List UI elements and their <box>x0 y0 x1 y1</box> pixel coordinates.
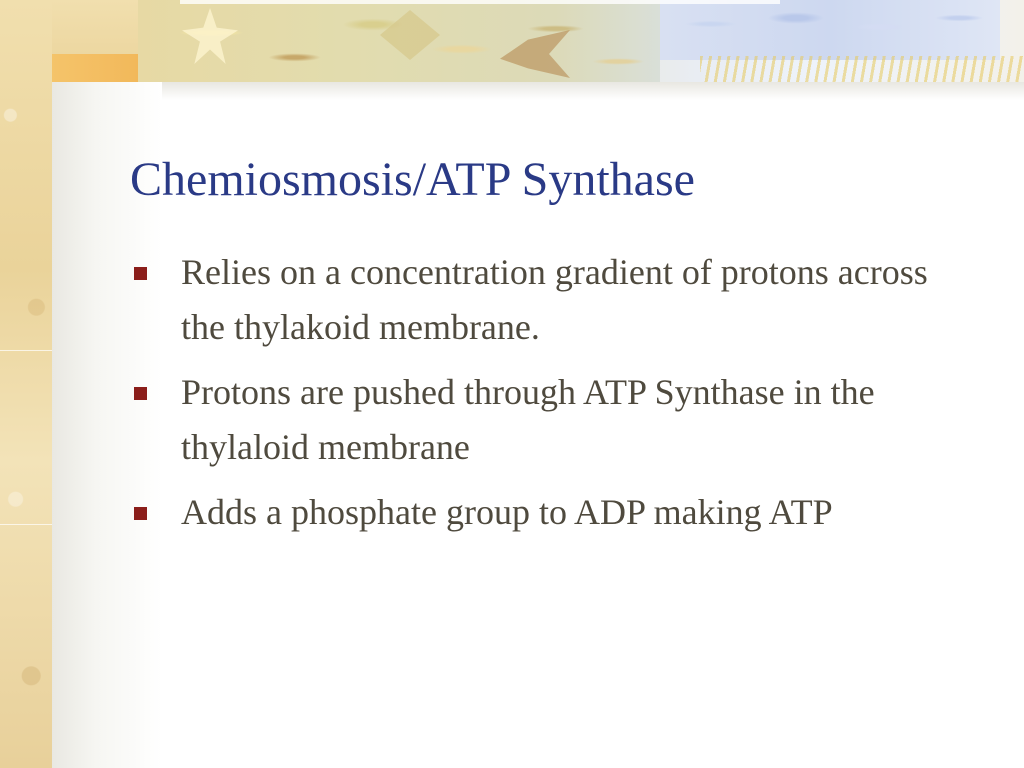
parchment-side-strip <box>0 0 52 768</box>
bullet-item <box>130 245 970 355</box>
slide-title: Chemiosmosis/ATP Synthase <box>130 153 695 206</box>
square-bullet-icon <box>134 507 147 520</box>
header-shadow <box>52 82 1024 100</box>
square-bullet-icon <box>134 267 147 280</box>
bullet-item <box>130 365 970 475</box>
bullet-text: Relies on a concentration gradient of protons across the thylakoid membrane. <box>181 252 928 347</box>
bullet-item <box>130 485 970 540</box>
bullet-text: Protons are pushed through ATP Synthase in the thylaloid membrane <box>181 372 875 467</box>
bullet-text: Adds a phosphate group to ADP making ATP <box>181 492 833 532</box>
band-highlight <box>180 0 780 4</box>
grass-texture <box>700 56 1024 82</box>
bullet-list <box>130 245 970 550</box>
decorative-header-band <box>0 0 1024 82</box>
blue-flower-collage <box>660 0 1000 60</box>
square-bullet-icon <box>134 387 147 400</box>
